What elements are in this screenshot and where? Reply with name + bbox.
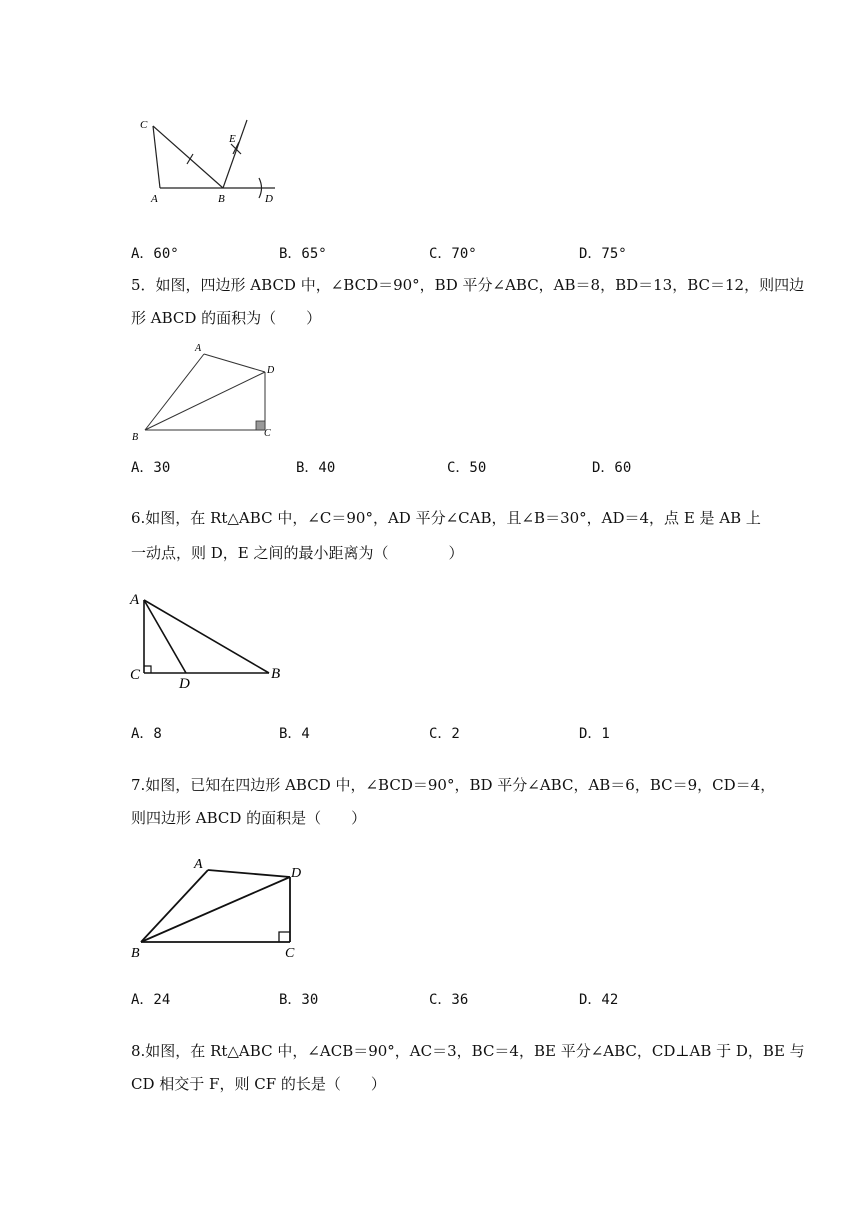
q4-label-e: E [229,133,236,145]
q4-label-c: C [140,119,148,131]
q6-stem-line1: 6.如图，在 Rt△ABC 中，∠C＝90°，AD 平分∠CAB，且∠B＝30°，AD＝4，点 E 是 AB 上 [131,509,761,527]
q5-stem-line2: 形 ABCD 的面积为（ ） [131,309,322,327]
q5-option-b[interactable]: B．40 [296,460,336,476]
q7-figure [128,852,313,960]
q4-option-b[interactable]: B．65° [279,246,327,262]
q8-stem-line1: 8.如图，在 Rt△ABC 中，∠ACB＝90°，AC＝3，BC＝4，BE 平分∠ABC，CD⊥AB 于 D，BE 与 [131,1042,805,1060]
q6-label-d: D [179,676,190,690]
q5-label-a: A [195,343,202,354]
q5-label-d: D [267,365,275,376]
q4-figure [135,112,285,207]
q6-option-c[interactable]: C．2 [429,726,460,742]
q7-label-c: C [285,946,295,960]
q7-label-b: B [131,946,140,960]
q7-stem-line1: 7.如图，已知在四边形 ABCD 中，∠BCD＝90°，BD 平分∠ABC，AB＝6，BC＝9，CD＝4， [131,776,776,794]
q5-label-b: B [132,432,139,443]
q6-figure [128,588,293,690]
q4-option-c[interactable]: C．70° [429,246,477,262]
q7-option-b[interactable]: B．30 [279,992,319,1008]
q4-label-b: B [218,193,225,205]
q6-option-d[interactable]: D．1 [579,726,610,742]
q6-label-b: B [271,666,281,682]
q7-option-c[interactable]: C．36 [429,992,469,1008]
q4-option-d[interactable]: D．75° [579,246,627,262]
q6-option-a[interactable]: A．8 [131,726,162,742]
q5-stem-line1: 5．如图，四边形 ABCD 中，∠BCD＝90°，BD 平分∠ABC，AB＝8，BD＝13，BC＝12，则四边 [131,276,805,294]
q6-stem-line2: 一动点，则 D，E 之间的最小距离为（ ） [131,544,464,562]
q8-stem-line2: CD 相交于 F，则 CF 的长是（ ） [131,1075,386,1093]
q7-option-d[interactable]: D．42 [579,992,619,1008]
q6-label-a: A [130,592,140,608]
q7-stem-line2: 则四边形 ABCD 的面积是（ ） [131,809,367,827]
q5-option-d[interactable]: D．60 [592,460,632,476]
q5-option-a[interactable]: A．30 [131,460,171,476]
q6-label-c: C [130,667,141,683]
q5-figure [128,340,283,445]
q5-option-c[interactable]: C．50 [447,460,487,476]
q7-label-a: A [194,857,203,872]
q4-label-d: D [265,193,273,205]
q7-option-a[interactable]: A．24 [131,992,171,1008]
q5-label-c: C [264,428,271,439]
q7-label-d: D [291,866,302,881]
q4-label-a: A [151,193,158,205]
q6-option-b[interactable]: B．4 [279,726,310,742]
q4-option-a[interactable]: A．60° [131,246,179,262]
